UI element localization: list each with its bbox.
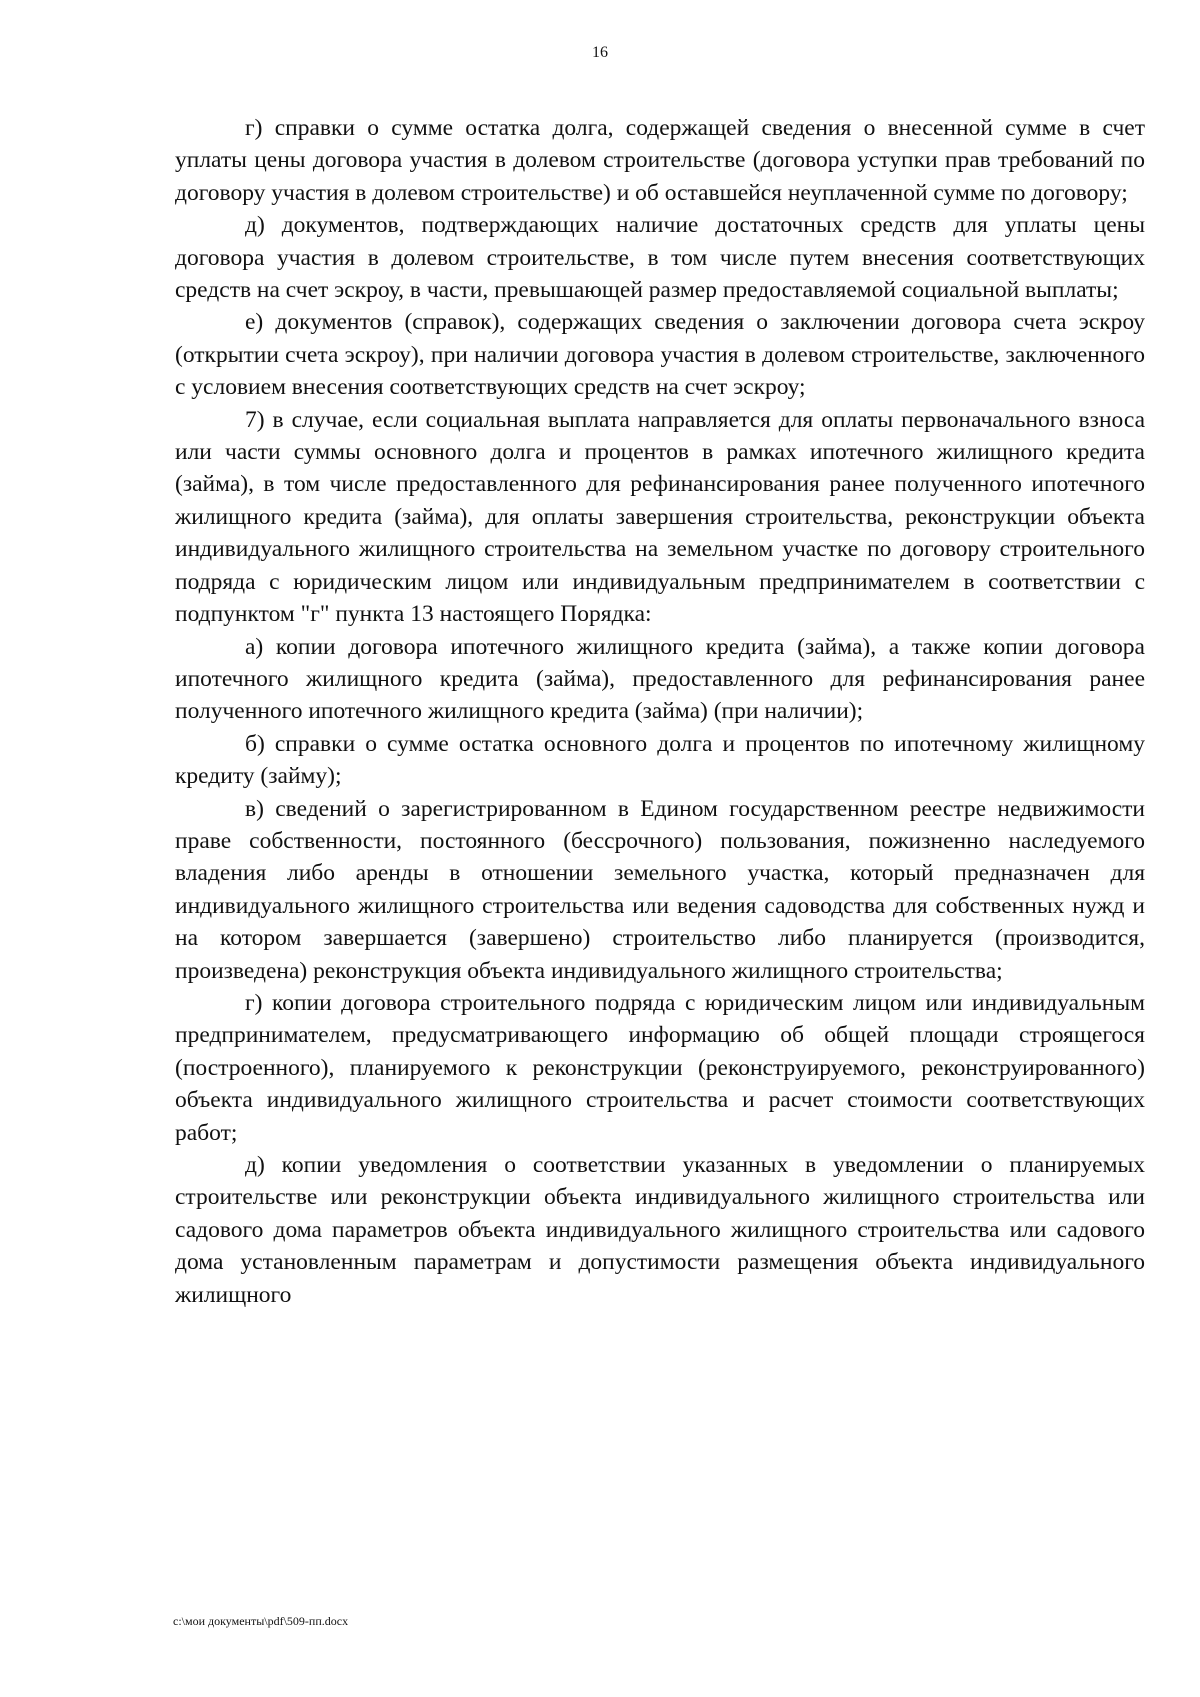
paragraph-d-notification-copies: д) копии уведомления о соответствии указанных в уведомлении о планируемых строительстве или реконструкции объекта индивидуального жилищного строительства или садового дома параметров объекта индивидуального жилищного строительства или садового дома установленным параметрам и допустимости размещения объекта индивидуального жилищного	[175, 1152, 1145, 1308]
paragraph-g-construction-contract-copies: г) копии договора строительного подряда с юридическим лицом или индивидуальным предпринимателем, предусматривающего информацию об общей площади строящегося (построенного), планируемого к реконструкции (реконструируемого, реконструированного) объекта индивидуального жилищного строительства и расчет стоимости соответствующих работ;	[175, 989, 1145, 1146]
paragraph-7-mortgage-case: 7) в случае, если социальная выплата направляется для оплаты первоначального взноса или части суммы основного долга и процентов в рамках ипотечного жилищного кредита (займа), в том числе предоставленного для рефинансирования ранее полученного ипотечного жилищного кредита (займа), для оплаты завершения строительства, реконструкции объекта индивидуального жилищного строительства на земельном участке по договору строительного подряда с юридическим лицом или индивидуальным предпринимателем в соответствии с подпунктом "г" пункта 13 настоящего Порядка:	[175, 406, 1145, 628]
paragraph-v-land-registry-info: в) сведений о зарегистрированном в Едином государственном реестре недвижимости праве собственности, постоянного (бессрочного) пользования, пожизненно наследуемого владения либо аренды в отношении земельного участка, который предназначен для индивидуального жилищного строительства или ведения садоводства для собственных нужд и на котором завершается (завершено) строительство либо планируется (производится, произведена) реконструкция объекта индивидуального жилищного строительства;	[175, 795, 1145, 984]
document-body	[175, 112, 1145, 1311]
paragraph-d-sufficient-funds-documents: д) документов, подтверждающих наличие достаточных средств для уплаты цены договора участия в долевом строительстве, в том числе путем внесения соответствующих средств на счет эскроу, в части, превышающей размер предоставляемой социальной выплаты;	[175, 212, 1145, 304]
paragraph-g-debt-balance-certificate: г) справки о сумме остатка долга, содержащей сведения о внесенной сумме в счет уплаты цены договора участия в долевом строительстве (договора уступки прав требований по договору участия в долевом строительстве) и об оставшейся неуплаченной сумме по договору;	[175, 115, 1145, 206]
paragraph-b-principal-balance-certificate: б) справки о сумме остатка основного долга и процентов по ипотечному жилищному кредиту (займу);	[175, 730, 1145, 790]
paragraph-a-mortgage-contract-copies: а) копии договора ипотечного жилищного кредита (займа), а также копии договора ипотечного жилищного кредита (займа), предоставленного для рефинансирования ранее полученного ипотечного жилищного кредита (займа) (при наличии);	[175, 633, 1145, 725]
page-number: 16	[592, 44, 608, 61]
footer-file-path: c:\мои документы\pdf\509-пп.docx	[173, 1614, 349, 1628]
paragraph-e-escrow-documents: е) документов (справок), содержащих сведения о заключении договора счета эскроу (открытии счета эскроу), при наличии договора участия в долевом строительстве, заключенного с условием внесения соответствующих средств на счет эскроу;	[175, 309, 1145, 401]
